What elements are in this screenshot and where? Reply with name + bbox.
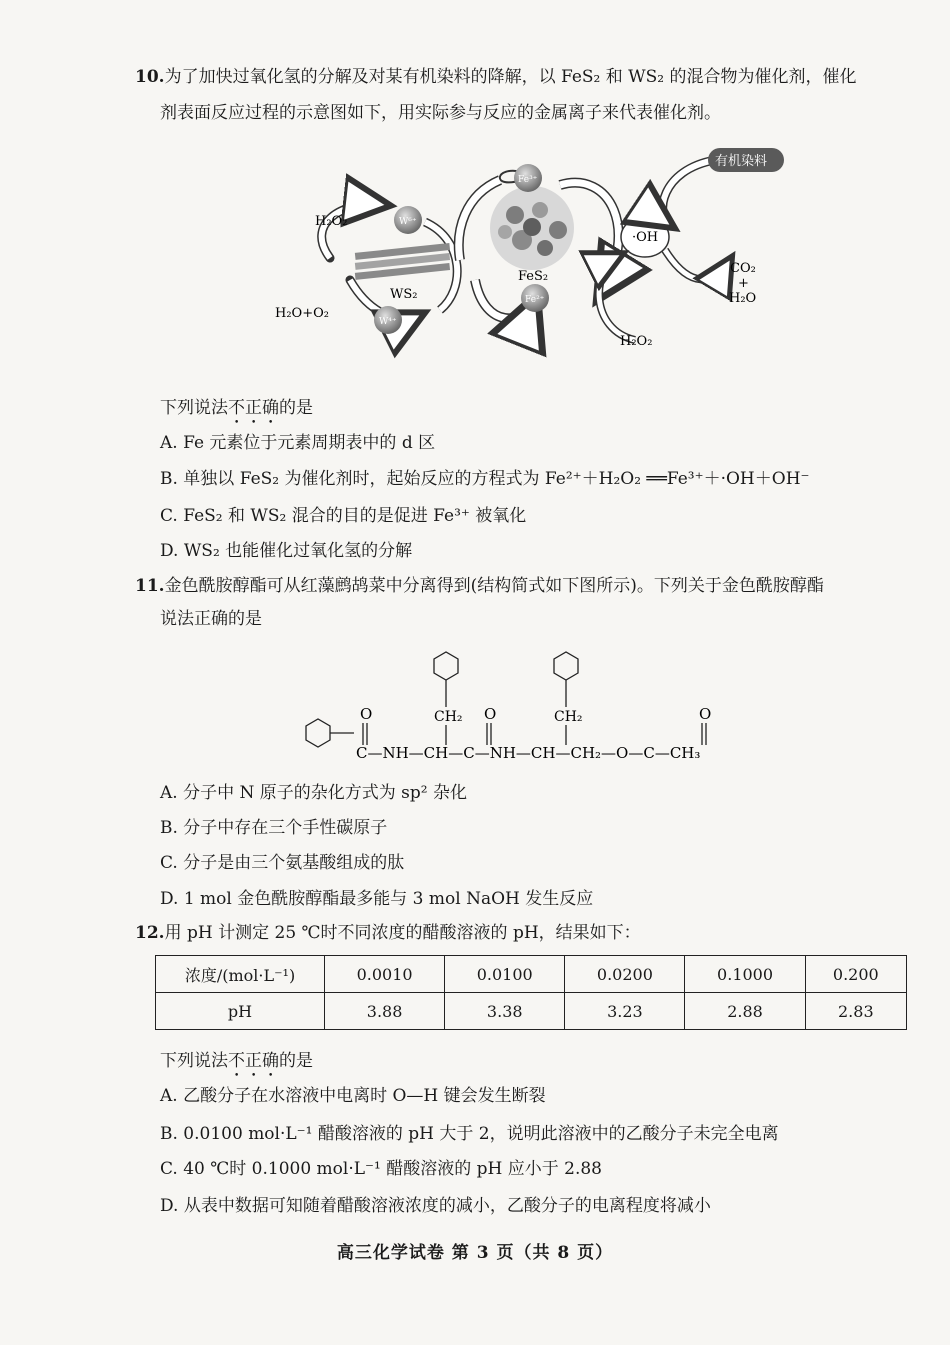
q11-number: 11. xyxy=(135,576,165,596)
label-h2o2-bottom: H₂O₂ xyxy=(620,334,653,349)
benzene-ring-right xyxy=(554,652,578,680)
table-row-concentration xyxy=(156,956,907,993)
q12-stem: 12.用 pH 计测定 25 ℃时不同浓度的醋酸溶液的 pH，结果如下： xyxy=(135,923,641,943)
structural-formula xyxy=(290,645,780,775)
page-footer: 高三化学试卷 第 3 页（共 8 页） xyxy=(336,1243,614,1263)
q12-option-a: A. 乙酸分子在水溶液中电离时 O—H 键会发生断裂 xyxy=(160,1086,546,1106)
table-row-ph xyxy=(156,993,907,1030)
table-cell: 0.0010 xyxy=(325,956,445,993)
q12-option-c: C. 40 ℃时 0.1000 mol·L⁻¹ 醋酸溶液的 pH 应小于 2.88 xyxy=(160,1159,602,1179)
oxygen-3: O xyxy=(699,705,712,723)
q11-option-d: D. 1 mol 金色酰胺醇酯最多能与 3 mol NaOH 发生反应 xyxy=(160,889,594,909)
q12-number: 12. xyxy=(135,923,165,943)
q10-number: 10. xyxy=(135,67,165,87)
oxygen-2: O xyxy=(484,705,497,723)
row-header-ph: pH xyxy=(156,993,325,1030)
label-h2o: H₂O xyxy=(729,291,757,306)
label-h2o2-left: H₂O₂ xyxy=(315,214,348,229)
label-w4: W⁴⁺ xyxy=(379,317,397,327)
q12-option-d: D. 从表中数据可知随着醋酸溶液浓度的减小，乙酸分子的电离程度将减小 xyxy=(160,1196,711,1216)
benzene-ring-middle xyxy=(434,652,458,680)
cycle-arrow-left-top xyxy=(322,204,385,258)
label-fes2: FeS₂ xyxy=(518,269,549,284)
label-co2: CO₂ xyxy=(730,261,756,276)
label-w6: W⁶⁺ xyxy=(399,217,417,227)
label-plus: + xyxy=(738,276,749,291)
q12-prompt: 下列说法不正确的是 xyxy=(160,1051,313,1071)
label-fe3: Fe³⁺ xyxy=(518,175,538,185)
fes2-cluster-graphic xyxy=(490,186,574,270)
table-cell: 2.83 xyxy=(805,993,906,1030)
emphasis-not-correct: 不正确 xyxy=(228,1051,279,1071)
q10-stem-line2: 剂表面反应过程的示意图如下，用实际参与反应的金属离子来代表催化剂。 xyxy=(160,103,721,123)
label-h2o-o2: H₂O+O₂ xyxy=(275,306,329,321)
table-cell: 3.88 xyxy=(325,993,445,1030)
q10-option-d: D. WS₂ 也能催化过氧化氢的分解 xyxy=(160,541,413,561)
main-chain: C—NH—CH—C—NH—CH—CH₂—O—C—CH₃ xyxy=(356,744,701,762)
table-cell: 0.0100 xyxy=(445,956,565,993)
label-oh: ·OH xyxy=(632,230,659,245)
q10-prompt: 下列说法不正确的是 xyxy=(160,398,313,418)
label-dye: 有机染料 xyxy=(715,154,768,169)
table-cell: 3.38 xyxy=(445,993,565,1030)
oxygen-1: O xyxy=(360,705,373,723)
q11-option-a: A. 分子中 N 原子的杂化方式为 sp² 杂化 xyxy=(160,783,467,803)
emphasis-not-correct: 不正确 xyxy=(228,398,279,418)
q11-stem-line1: 11.金色酰胺醇酯可从红藻鹧鸪菜中分离得到(结构简式如下图所示)。下列关于金色酰胺醇酯 xyxy=(135,576,824,596)
q10-stem-line1: 10.为了加快过氧化氢的分解及对某有机染料的降解，以 FeS₂ 和 WS₂ 的混合物为催化剂，催化 xyxy=(135,67,857,87)
table-cell: 3.23 xyxy=(565,993,685,1030)
q11-option-c: C. 分子是由三个氨基酸组成的肽 xyxy=(160,853,405,873)
q11-stem-line2: 说法正确的是 xyxy=(160,609,262,629)
row-header-concentration: 浓度/(mol·L⁻¹) xyxy=(156,956,325,993)
benzene-ring-left xyxy=(306,719,330,747)
table-cell: 0.1000 xyxy=(685,956,805,993)
ph-data-table xyxy=(155,955,907,1030)
table-cell: 0.0200 xyxy=(565,956,685,993)
q10-option-c: C. FeS₂ 和 WS₂ 混合的目的是促进 Fe³⁺ 被氧化 xyxy=(160,506,527,526)
table-cell: 0.200 xyxy=(805,956,906,993)
ws2-layer-graphic xyxy=(355,243,450,280)
q10-option-b: B. 单独以 FeS₂ 为催化剂时，起始反应的方程式为 Fe²⁺＋H₂O₂ ══Fe³⁺＋·OH＋OH⁻ xyxy=(160,469,810,489)
q10-option-a: A. Fe 元素位于元素周期表中的 d 区 xyxy=(160,433,436,453)
catalyst-reaction-diagram xyxy=(260,140,820,360)
q12-option-b: B. 0.0100 mol·L⁻¹ 醋酸溶液的 pH 大于 2，说明此溶液中的乙酸分子未完全电离 xyxy=(160,1124,779,1144)
label-fe2: Fe²⁺ xyxy=(525,295,545,305)
q11-option-b: B. 分子中存在三个手性碳原子 xyxy=(160,818,388,838)
table-cell: 2.88 xyxy=(685,993,805,1030)
ch2-a: CH₂ xyxy=(434,709,463,725)
label-ws2: WS₂ xyxy=(390,287,418,302)
ch2-b: CH₂ xyxy=(554,709,583,725)
